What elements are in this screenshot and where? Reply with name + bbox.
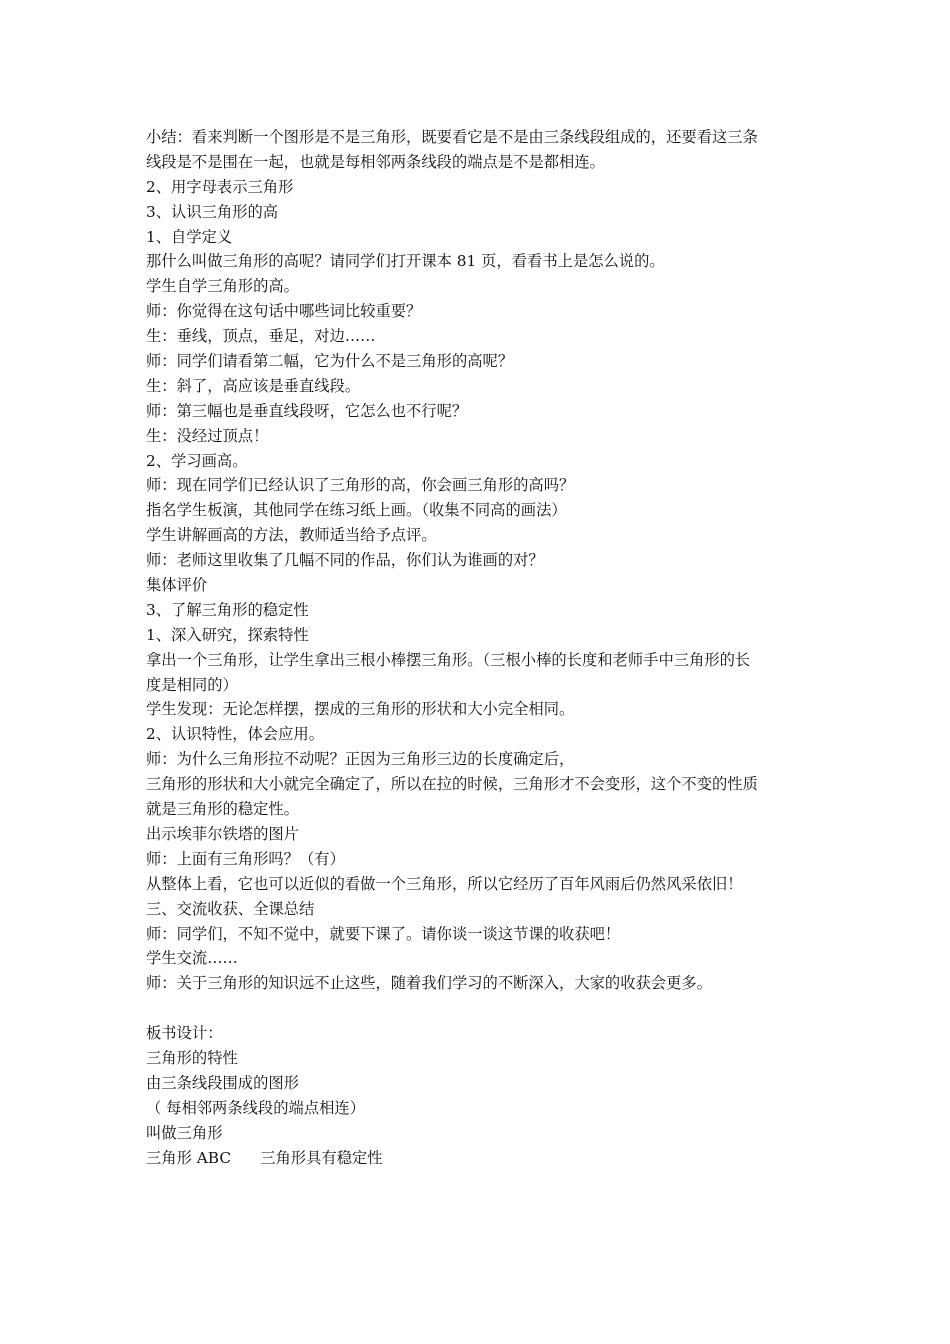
board-design-section: [146, 1021, 810, 1170]
text-line: 出示埃菲尔铁塔的图片: [146, 824, 299, 843]
text-line: 师：关于三角形的知识远不止这些，随着我们学习的不断深入，大家的收获会更多。: [146, 974, 712, 993]
board-design-line: （ 每相邻两条线段的端点相连）: [146, 1098, 366, 1117]
board-design-heading: 板书设计：: [146, 1024, 223, 1043]
text-line: 师：上面有三角形吗？（有）: [146, 849, 345, 868]
board-design-line: 叫做三角形: [146, 1123, 223, 1142]
text-line: 2、用字母表示三角形: [146, 177, 294, 196]
text-line: 师：同学们，不知不觉中，就要下课了。请你谈一谈这节课的收获吧！: [146, 924, 621, 943]
board-design-line: 三角形 ABC 三角形具有稳定性: [146, 1148, 383, 1167]
text-line: 师：同学们请看第二幅，它为什么不是三角形的高呢？: [146, 352, 514, 371]
text-line: 1、深入研究，探索特性: [146, 625, 309, 644]
text-line: 师：为什么三角形拉不动呢？正因为三角形三边的长度确定后，: [146, 750, 575, 769]
text-line: 从整体上看，它也可以近似的看做一个三角形，所以它经历了百年风雨后仍然风采依旧！: [146, 874, 743, 893]
text-line: 2、认识特性，体会应用。: [146, 725, 324, 744]
text-line: 学生自学三角形的高。: [146, 277, 299, 296]
text-line: 3、认识三角形的高: [146, 202, 279, 221]
text-line: 师：第三幅也是垂直线段呀，它怎么也不行呢？: [146, 401, 468, 420]
text-line: 那什么叫做三角形的高呢？请同学们打开课本 81 页，看看书上是怎么说的。: [146, 252, 665, 271]
text-line: 1、自学定义: [146, 227, 233, 246]
text-line: 三角形的形状和大小就完全确定了，所以在拉的时候，三角形才不会变形，这个不变的性质: [146, 775, 758, 794]
text-line: 师：你觉得在这句话中哪些词比较重要？: [146, 302, 422, 321]
board-design-line: 由三条线段围成的图形: [146, 1073, 299, 1092]
text-line: 生：垂线，顶点，垂足，对边……: [146, 327, 376, 346]
text-line: 3、了解三角形的稳定性: [146, 600, 309, 619]
text-line: 三、交流收获、全课总结: [146, 899, 315, 918]
text-line: 学生发现：无论怎样摆，摆成的三角形的形状和大小完全相同。: [146, 700, 575, 719]
text-line: 学生讲解画高的方法，教师适当给予点评。: [146, 526, 437, 545]
text-line: 生：没经过顶点！: [146, 426, 269, 445]
text-line: 生：斜了，高应该是垂直线段。: [146, 376, 361, 395]
text-line: 学生交流……: [146, 949, 238, 968]
text-line: 指名学生板演，其他同学在练习纸上画。（收集不同高的画法）: [146, 501, 567, 520]
text-line: 就是三角形的稳定性。: [146, 800, 299, 819]
text-line: 拿出一个三角形，让学生拿出三根小棒摆三角形。（三根小棒的长度和老师手中三角形的长: [146, 650, 751, 669]
text-line: 师：现在同学们已经认识了三角形的高，你会画三角形的高吗？: [146, 476, 575, 495]
lesson-text: [146, 125, 810, 1170]
paragraph-gap: [146, 996, 810, 1021]
text-line: 集体评价: [146, 576, 208, 595]
text-line: 2、学习画高。: [146, 451, 248, 470]
text-line: 师：老师这里收集了几幅不同的作品，你们认为谁画的对？: [146, 551, 544, 570]
board-design-line: 三角形的特性: [146, 1048, 238, 1067]
text-line: 度是相同的）: [146, 675, 238, 694]
text-line: 小结：看来判断一个图形是不是三角形，既要看它是不是由三条线段组成的，还要看这三条: [146, 128, 758, 146]
text-line: 线段是不是围在一起，也就是每相邻两条线段的端点是不是都相连。: [146, 152, 605, 171]
